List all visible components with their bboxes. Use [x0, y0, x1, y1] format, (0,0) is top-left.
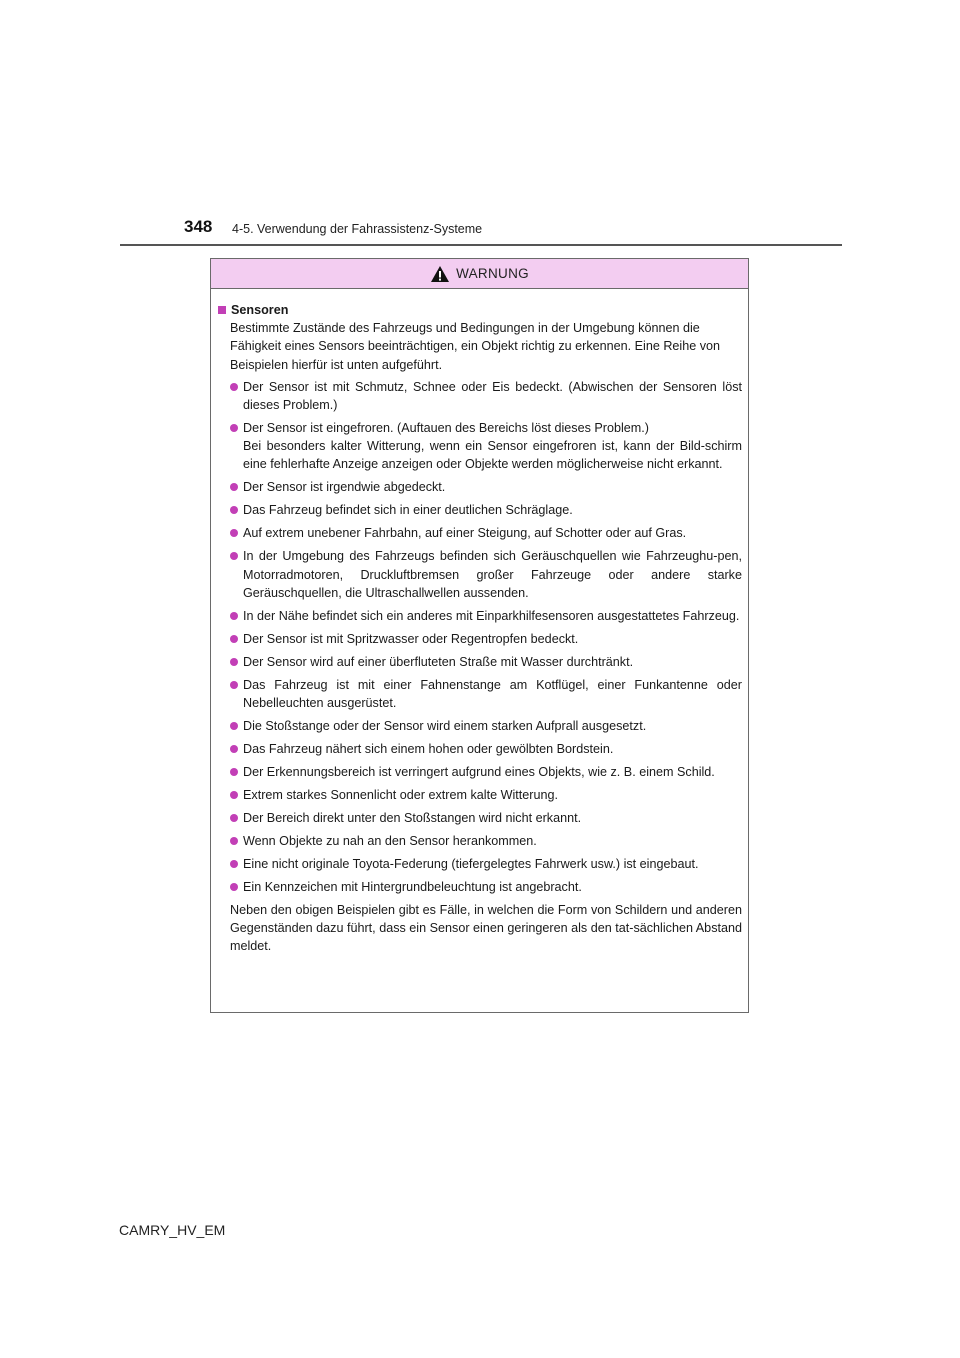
list-item	[230, 501, 742, 519]
document-code: CAMRY_HV_EM	[119, 1222, 226, 1238]
list-item	[230, 832, 742, 850]
round-bullet-icon	[230, 814, 238, 822]
round-bullet-icon	[230, 791, 238, 799]
warning-body	[211, 289, 748, 956]
list-item-text: Der Sensor ist mit Schmutz, Schnee oder Eis bedeckt. (Abwischen der Sensoren löst dieses Problem.)	[243, 379, 742, 413]
condition-list	[218, 378, 742, 896]
round-bullet-icon	[230, 722, 238, 730]
list-item	[230, 653, 742, 671]
list-item-text: Der Sensor ist mit Spritzwasser oder Regentropfen bedeckt.	[243, 631, 579, 646]
list-item	[230, 786, 742, 804]
list-item-text: Das Fahrzeug nähert sich einem hohen oder gewölbten Bordstein.	[243, 742, 614, 757]
list-item-text: Der Sensor ist eingefroren. (Auftauen des Bereichs löst dieses Problem.) Bei besonders kalter Witterung, wenn ein Sensor eingefroren ist, kann der Bild-schirm eine fehlerhafte Anzeige anzeigen oder Objekte werden möglicherweise nicht erkannt.	[243, 421, 742, 472]
round-bullet-icon	[230, 883, 238, 891]
list-item	[230, 478, 742, 496]
round-bullet-icon	[230, 383, 238, 391]
round-bullet-icon	[230, 768, 238, 776]
header-rule	[120, 244, 842, 246]
list-item	[230, 878, 742, 896]
list-item	[230, 378, 742, 414]
list-item	[230, 524, 742, 542]
round-bullet-icon	[230, 658, 238, 666]
list-item	[230, 855, 742, 873]
square-bullet-icon	[218, 306, 226, 314]
round-bullet-icon	[230, 424, 238, 432]
warning-box	[210, 258, 749, 1013]
list-item	[230, 419, 742, 474]
list-item	[230, 717, 742, 735]
round-bullet-icon	[230, 635, 238, 643]
warning-triangle-icon	[430, 265, 450, 283]
intro-paragraph: Bestimmte Zustände des Fahrzeugs und Bedingungen in der Umgebung können die Fähigkeit eines Sensors beeinträchtigen, ein Objekt richtig zu erkennen. Eine Reihe von Beispielen hierfür ist unten aufgeführt.	[230, 321, 721, 372]
section-title: 4-5. Verwendung der Fahrassistenz-Systeme	[232, 222, 483, 236]
list-item-text: In der Umgebung des Fahrzeugs befinden sich Geräuschquellen wie Fahrzeughu-pen, Motorradmotoren, Druckluftbremsen großer Fahrzeuge oder andere starke Geräuschquellen, die Ultraschallwellen aussenden.	[243, 549, 742, 600]
list-item-text: Das Fahrzeug befindet sich in einer deutlichen Schräglage.	[243, 503, 573, 518]
list-item	[230, 630, 742, 648]
round-bullet-icon	[230, 681, 238, 689]
round-bullet-icon	[230, 837, 238, 845]
list-item-text: Auf extrem unebener Fahrbahn, auf einer Steigung, auf Schotter oder auf Gras.	[243, 526, 687, 541]
list-item-text: Extrem starkes Sonnenlicht oder extrem kalte Witterung.	[243, 788, 558, 803]
list-item	[230, 547, 742, 602]
warning-title: WARNUNG	[456, 266, 529, 281]
list-item-text: Die Stoßstange oder der Sensor wird einem starken Aufprall ausgesetzt.	[243, 719, 647, 734]
list-item	[230, 607, 742, 625]
round-bullet-icon	[230, 612, 238, 620]
round-bullet-icon	[230, 860, 238, 868]
list-item-text: Das Fahrzeug ist mit einer Fahnenstange am Kotflügel, einer Funkantenne oder Nebelleuchten ausgerüstet.	[243, 677, 742, 711]
round-bullet-icon	[230, 506, 238, 514]
list-item	[230, 676, 742, 712]
list-item-text: Der Sensor wird auf einer überfluteten Straße mit Wasser durchtränkt.	[243, 654, 634, 669]
warning-header	[211, 259, 748, 289]
list-item	[230, 809, 742, 827]
list-item-text: Wenn Objekte zu nah an den Sensor herankommen.	[243, 834, 537, 849]
section-heading-text: Sensoren	[231, 303, 289, 317]
list-item-text: Der Sensor ist irgendwie abgedeckt.	[243, 480, 446, 495]
section-heading	[218, 301, 742, 319]
round-bullet-icon	[230, 745, 238, 753]
list-item-text: Eine nicht originale Toyota-Federung (tiefergelegtes Fahrwerk usw.) ist eingebaut.	[243, 857, 699, 872]
page-number: 348	[184, 217, 213, 236]
list-item-text: In der Nähe befindet sich ein anderes mit Einparkhilfesensoren ausgestattetes Fahrzeug.	[243, 608, 740, 623]
round-bullet-icon	[230, 529, 238, 537]
list-item-text: Ein Kennzeichen mit Hintergrundbeleuchtung ist angebracht.	[243, 880, 582, 895]
list-item-text: Der Erkennungsbereich ist verringert aufgrund eines Objekts, wie z. B. einem Schild.	[243, 765, 715, 780]
list-item	[230, 763, 742, 781]
round-bullet-icon	[230, 552, 238, 560]
round-bullet-icon	[230, 483, 238, 491]
list-item-text: Der Bereich direkt unter den Stoßstangen wird nicht erkannt.	[243, 811, 582, 826]
closing-paragraph: Neben den obigen Beispielen gibt es Fälle, in welchen die Form von Schildern und anderen Gegenständen dazu führt, dass ein Sensor einen geringeren als den tat-sächlichen Abstand meldet.	[230, 903, 742, 954]
list-item	[230, 740, 742, 758]
